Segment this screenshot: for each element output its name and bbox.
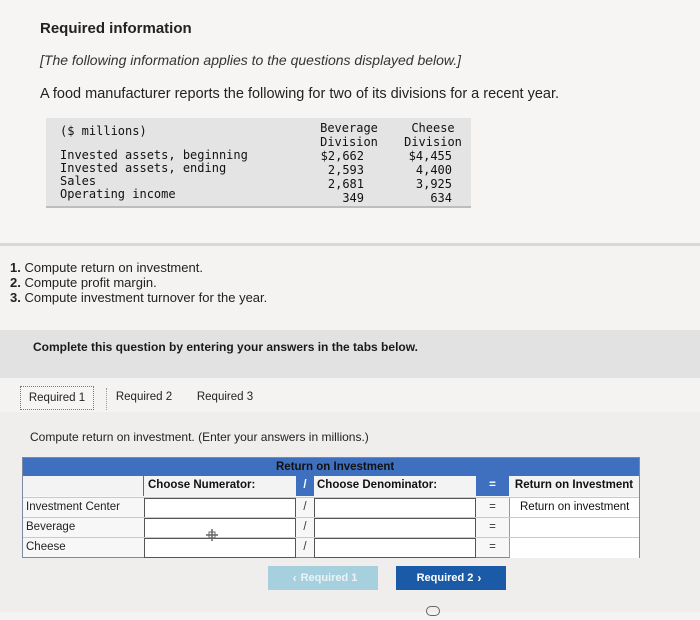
task-instruction: Compute return on investment. (Enter your answers in millions.) — [30, 430, 369, 444]
divide-symbol: / — [303, 541, 307, 553]
info-intro: A food manufacturer reports the following for two of its divisions for a recent year. — [40, 86, 560, 102]
row-label: Sales — [60, 174, 97, 188]
beverage-value: $2,662 — [320, 149, 364, 163]
equals-symbol: = — [489, 479, 496, 491]
row-label: Beverage — [26, 521, 76, 533]
tab-required-1[interactable]: Required 1 — [20, 386, 94, 410]
cheese-value: 3,925 — [415, 177, 452, 191]
cheese-value: 634 — [430, 191, 452, 205]
denominator-input[interactable] — [314, 518, 476, 538]
result-input[interactable] — [509, 518, 639, 538]
equals-symbol: = — [489, 501, 496, 513]
numerator-input[interactable] — [144, 538, 296, 558]
question-item: 1. Compute return on investment. — [10, 260, 203, 275]
divide-symbol: / — [303, 521, 307, 533]
row-label: Invested assets, ending — [60, 161, 227, 175]
division-data-table — [46, 118, 471, 208]
tab-required-2[interactable]: Required 2 — [115, 391, 173, 403]
tab-required-3[interactable]: Required 3 — [196, 391, 254, 403]
numerator-input[interactable] — [144, 498, 296, 518]
beverage-value: 349 — [342, 191, 364, 205]
beverage-value: 2,593 — [327, 163, 364, 177]
divide-symbol: / — [303, 479, 307, 491]
tab-separator — [106, 388, 108, 410]
roi-table — [22, 457, 640, 558]
header-label-cell — [23, 476, 143, 496]
divide-symbol: / — [303, 501, 307, 513]
next-button[interactable]: Required 2 › — [396, 566, 506, 590]
numerator-input[interactable] — [144, 518, 296, 538]
row-label: Investment Center — [26, 501, 120, 513]
cheese-value: $4,455 — [408, 149, 452, 163]
col-header-cheese: Cheese Division — [404, 121, 462, 149]
row-label: Invested assets, beginning — [60, 148, 248, 162]
denominator-input[interactable] — [314, 498, 476, 518]
section-divider — [0, 243, 700, 246]
denominator-input[interactable] — [314, 538, 476, 558]
row-label: Operating income — [60, 187, 176, 201]
chevron-right-icon: › — [477, 571, 482, 585]
prev-button[interactable]: ‹ Required 1 — [268, 566, 378, 590]
equals-symbol: = — [489, 521, 496, 533]
required-info-title: Required information — [40, 20, 192, 37]
cheese-value: 4,400 — [415, 163, 452, 177]
question-list — [10, 260, 267, 305]
result-input[interactable] — [509, 538, 639, 558]
info-note: [The following information applies to the questions displayed below.] — [40, 52, 462, 68]
table-row — [23, 497, 639, 517]
result-cell: Return on investment — [509, 498, 639, 518]
result-header: Return on Investment — [509, 476, 639, 496]
table-row — [23, 537, 639, 557]
units-label: ($ millions) — [60, 124, 147, 138]
link-icon[interactable] — [426, 606, 440, 616]
instruction-band — [0, 330, 700, 378]
roi-table-title: Return on Investment — [276, 461, 395, 473]
row-label: Cheese — [26, 541, 66, 553]
col-header-beverage: Beverage Division — [320, 121, 378, 149]
question-item: 3. Compute investment turnover for the year. — [10, 290, 268, 305]
instruction-text: Complete this question by entering your answers in the tabs below. — [33, 340, 418, 354]
numerator-select-header[interactable]: Choose Numerator: — [144, 476, 296, 496]
beverage-value: 2,681 — [327, 177, 364, 191]
denominator-select-header[interactable]: Choose Denominator: — [314, 476, 476, 496]
equals-symbol: = — [489, 541, 496, 553]
chevron-left-icon: ‹ — [292, 571, 297, 585]
question-item: 2. Compute profit margin. — [10, 275, 157, 290]
crosshair-cursor-icon — [205, 528, 219, 542]
table-row — [23, 517, 639, 537]
